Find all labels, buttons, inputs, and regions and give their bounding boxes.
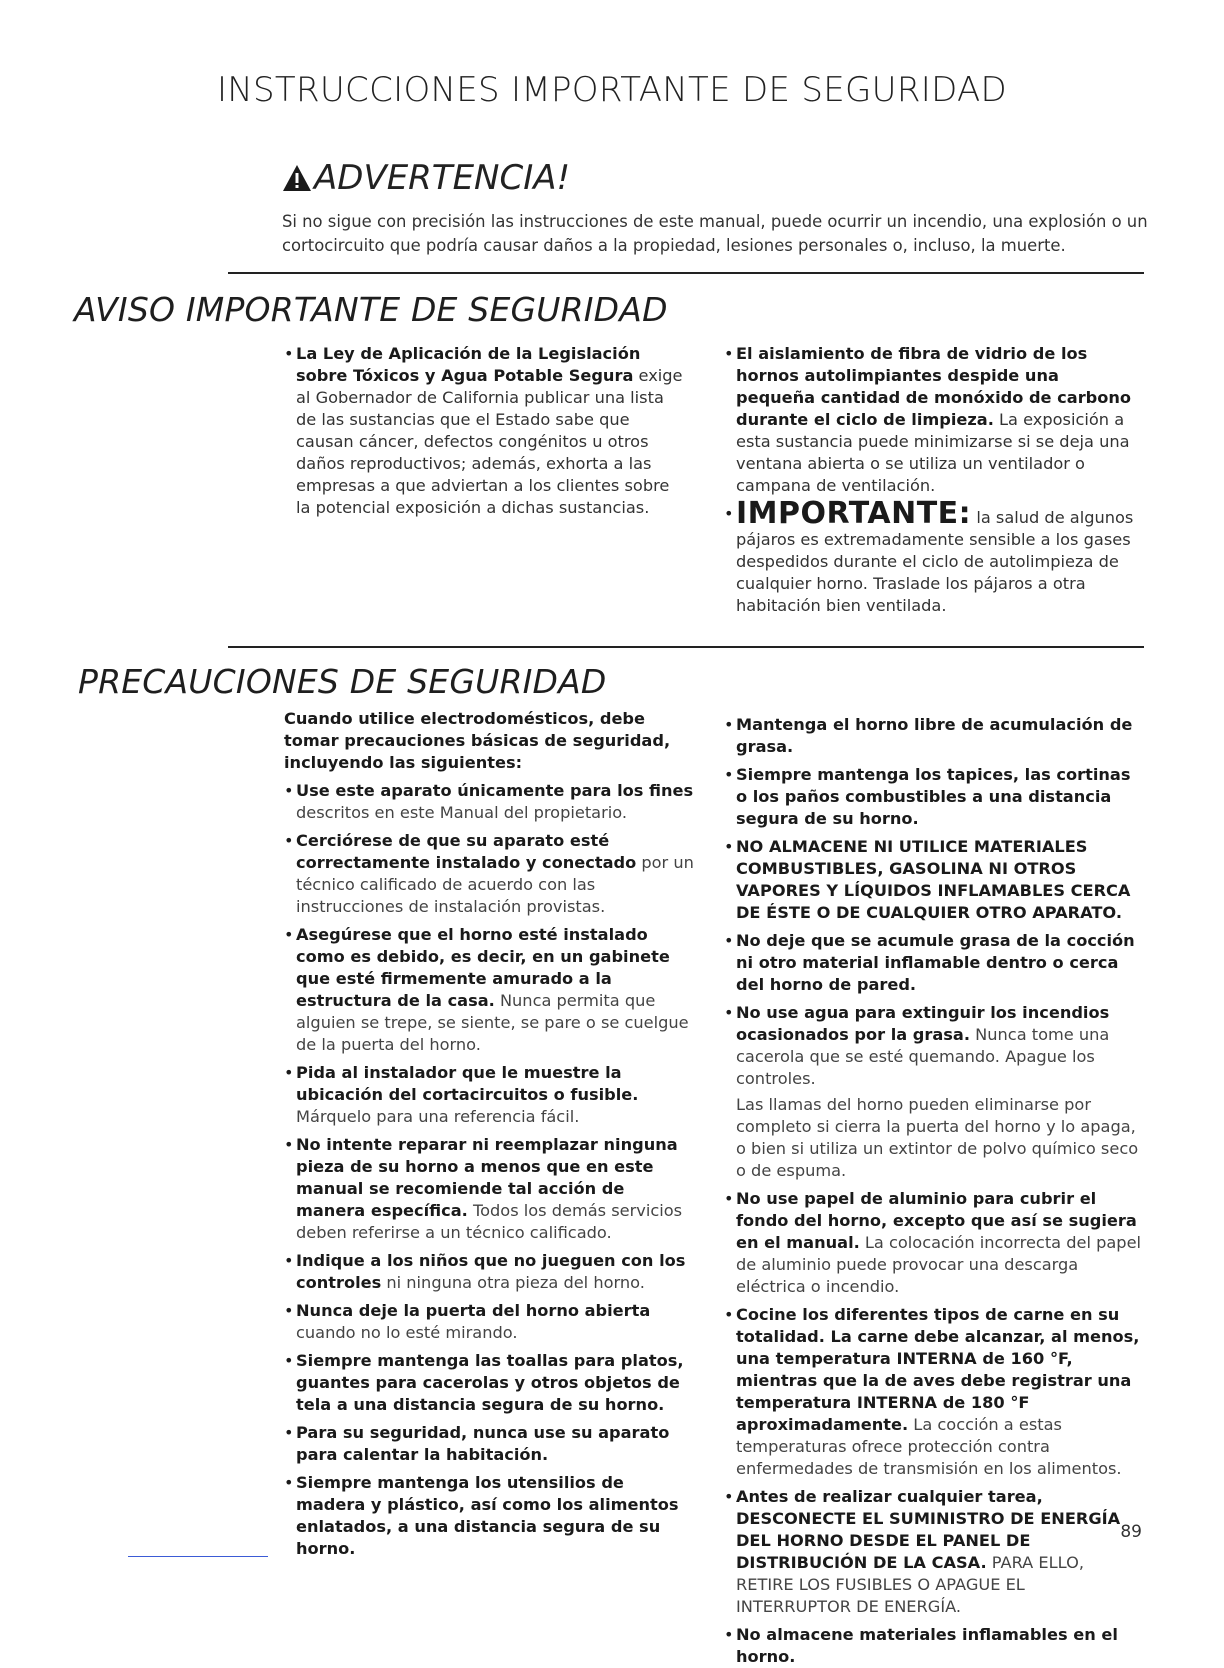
precauciones-intro: Cuando utilice electrodomésticos, debe tomar precauciones básicas de seguridad, incluyendo las siguientes: (284, 709, 671, 772)
page-number: 89 (1120, 1522, 1142, 1542)
list-item-bold: No almacene materiales inflamables en el horno. (736, 1625, 1118, 1666)
list-item-bold: No intente reparar ni reemplazar ninguna pieza de su horno a menos que en este manual se recomiende tal acción de manera específica. (296, 1135, 678, 1220)
list-item-bold: No deje que se acumule grasa de la cocción ni otro material inflamable dentro o cerca del horno de pared. (736, 931, 1135, 994)
list-item (724, 1188, 1144, 1298)
list-item-bold: Siempre mantenga los utensilios de madera y plástico, así como los alimentos enlatados, a una distancia segura de su horno. (296, 1473, 679, 1558)
warning-heading (282, 158, 570, 198)
list-item (724, 1304, 1144, 1480)
list-item (724, 1486, 1144, 1618)
list-item-bold: Cerciórese de que su aparato esté correctamente instalado y conectado (296, 831, 637, 872)
precauciones-right-column (724, 708, 1144, 1668)
list-item (284, 780, 694, 824)
list-item-bold: No use agua para extinguir los incendios ocasionados por la grasa. (736, 1003, 1110, 1044)
aviso-right-bold: El aislamiento de fibra de vidrio de los hornos autolimpiantes despide una pequeña cantidad de monóxido de carbono durante el ciclo de limpieza. (736, 344, 1132, 429)
list-item (724, 1002, 1144, 1090)
list-item-bold: Pida al instalador que le muestre la ubicación del cortacircuitos o fusible. (296, 1063, 639, 1104)
warning-text: Si no sigue con precisión las instrucciones de este manual, puede ocurrir un incendio, una explosión o un cortocircuito que podría causar daños a la propiedad, lesiones personales o, incluso, la muerte. (282, 212, 1148, 255)
aviso-left-text: exige al Gobernador de California publicar una lista de las sustancias que el Estado sabe que causan cáncer, defectos congénitos u otros daños reproductivos; además, exhorta a las empresas a que adviertan a los clientes sobre la potencial exposición a dichas sustancias. (296, 366, 683, 517)
list-item (724, 930, 1144, 996)
list-item (284, 830, 694, 918)
important-text: la salud de algunos pájaros es extremadamente sensible a los gases despedidos durante el ciclo de autolimpieza de cualquier horno. Traslade los pájaros a otra habitación bien ventilada. (736, 508, 1134, 615)
important-word: IMPORTANTE: (736, 496, 972, 531)
precauciones-title: PRECAUCIONES DE SEGURIDAD (78, 662, 607, 701)
list-item-text: descritos en este Manual del propietario. (296, 803, 627, 822)
list-item-text: ni ninguna otra pieza del horno. (381, 1273, 645, 1292)
precauciones-left-column (284, 708, 694, 1560)
list-item-bold: Mantenga el horno libre de acumulación de grasa. (736, 715, 1133, 756)
list-item-text: La colocación incorrecta del papel de aluminio puede provocar una descarga eléctrica o incendio. (736, 1233, 1142, 1296)
list-item (284, 1472, 694, 1560)
warning-heading-text: ADVERTENCIA! (314, 158, 571, 198)
footer-rule (128, 1556, 268, 1557)
aviso-left-item (284, 343, 684, 519)
list-item-bold: Para su seguridad, nunca use su aparato para calentar la habitación. (296, 1423, 670, 1464)
aviso-right-item (724, 343, 1134, 497)
aviso-right-text: La exposición a esta sustancia puede minimizarse si se deja una ventana abierta o se utiliza un ventilador o campana de ventilación. (736, 410, 1130, 495)
list-item (724, 1624, 1144, 1668)
aviso-left-bold: La Ley de Aplicación de la Legislación sobre Tóxicos y Agua Potable Segura (296, 344, 641, 385)
list-item (724, 714, 1144, 758)
aviso-title: AVISO IMPORTANTE DE SEGURIDAD (74, 290, 668, 329)
list-item (284, 1422, 694, 1466)
list-item (284, 1250, 694, 1294)
list-item-bold: Nunca deje la puerta del horno abierta (296, 1301, 651, 1320)
page-title: INSTRUCCIONES IMPORTANTE DE SEGURIDAD (216, 70, 1008, 110)
aviso-right-column (724, 343, 1134, 617)
list-item-text: Todos los demás servicios deben referirse a un técnico calificado. (296, 1201, 683, 1242)
list-item-bold: Siempre mantenga los tapices, las cortinas o los paños combustibles a una distancia segura de su horno. (736, 765, 1131, 828)
list-item-text: Nunca tome una cacerola que se esté quemando. Apague los controles. (736, 1025, 1110, 1088)
list-item (724, 764, 1144, 830)
list-item-text: por un técnico calificado de acuerdo con las instrucciones de instalación provistas. (296, 853, 694, 916)
flame-note: Las llamas del horno pueden eliminarse por completo si cierra la puerta del horno y lo apaga, o bien si utiliza un extintor de polvo químico seco o de espuma. (736, 1095, 1139, 1180)
list-item-bold: Asegúrese que el horno esté instalado como es debido, es decir, en un gabinete que esté firmemente amurado a la estructura de la casa. (296, 925, 670, 1010)
list-item (284, 1300, 694, 1344)
list-item-bold: Use este aparato únicamente para los fines (296, 781, 694, 800)
list-item (284, 924, 694, 1056)
list-item-text: La cocción a estas temperaturas ofrece protección contra enfermedades de transmisión en los alimentos. (736, 1415, 1122, 1478)
divider (228, 646, 1144, 648)
list-item-text: Márquelo para una referencia fácil. (296, 1107, 580, 1126)
list-item-bold: Siempre mantenga las toallas para platos, guantes para cacerolas y otros objetos de tela a una distancia segura de su horno. (296, 1351, 684, 1414)
list-item (724, 836, 1144, 924)
list-item-bold: NO ALMACENE NI UTILICE MATERIALES COMBUSTIBLES, GASOLINA NI OTROS VAPORES Y LÍQUIDOS INFLAMABLES CERCA DE ÉSTE O DE CUALQUIER OTRO APARATO. (736, 837, 1131, 922)
divider (228, 272, 1144, 274)
list-item (284, 1062, 694, 1128)
warning-triangle-icon (282, 164, 312, 192)
list-item-bold: Indique a los niños que no jueguen con los controles (296, 1251, 686, 1292)
aviso-left-column (284, 343, 684, 519)
list-item-bold: Antes de realizar cualquier tarea, DESCONECTE EL SUMINISTRO DE ENERGÍA DEL HORNO DESDE EL PANEL DE DISTRIBUCIÓN DE LA CASA. (736, 1487, 1121, 1572)
list-item-bold: No use papel de aluminio para cubrir el fondo del horno, excepto que así se sugiera en el manual. (736, 1189, 1137, 1252)
important-item (724, 496, 1134, 617)
list-item-text: PARA ELLO, RETIRE LOS FUSIBLES O APAGUE EL INTERRUPTOR DE ENERGÍA. (736, 1553, 1084, 1616)
list-item (284, 1350, 694, 1416)
list-item-text: Nunca permita que alguien se trepe, se siente, se pare o se cuelgue de la puerta del horno. (296, 991, 689, 1054)
list-item-text: cuando no lo esté mirando. (296, 1323, 518, 1342)
list-item (284, 1134, 694, 1244)
list-item-bold: Cocine los diferentes tipos de carne en su totalidad. La carne debe alcanzar, al menos, una temperatura INTERNA de 160 °F, mientras que la de aves debe registrar una temperatura INTERNA de 180 °F aproximadamente. (736, 1305, 1140, 1434)
